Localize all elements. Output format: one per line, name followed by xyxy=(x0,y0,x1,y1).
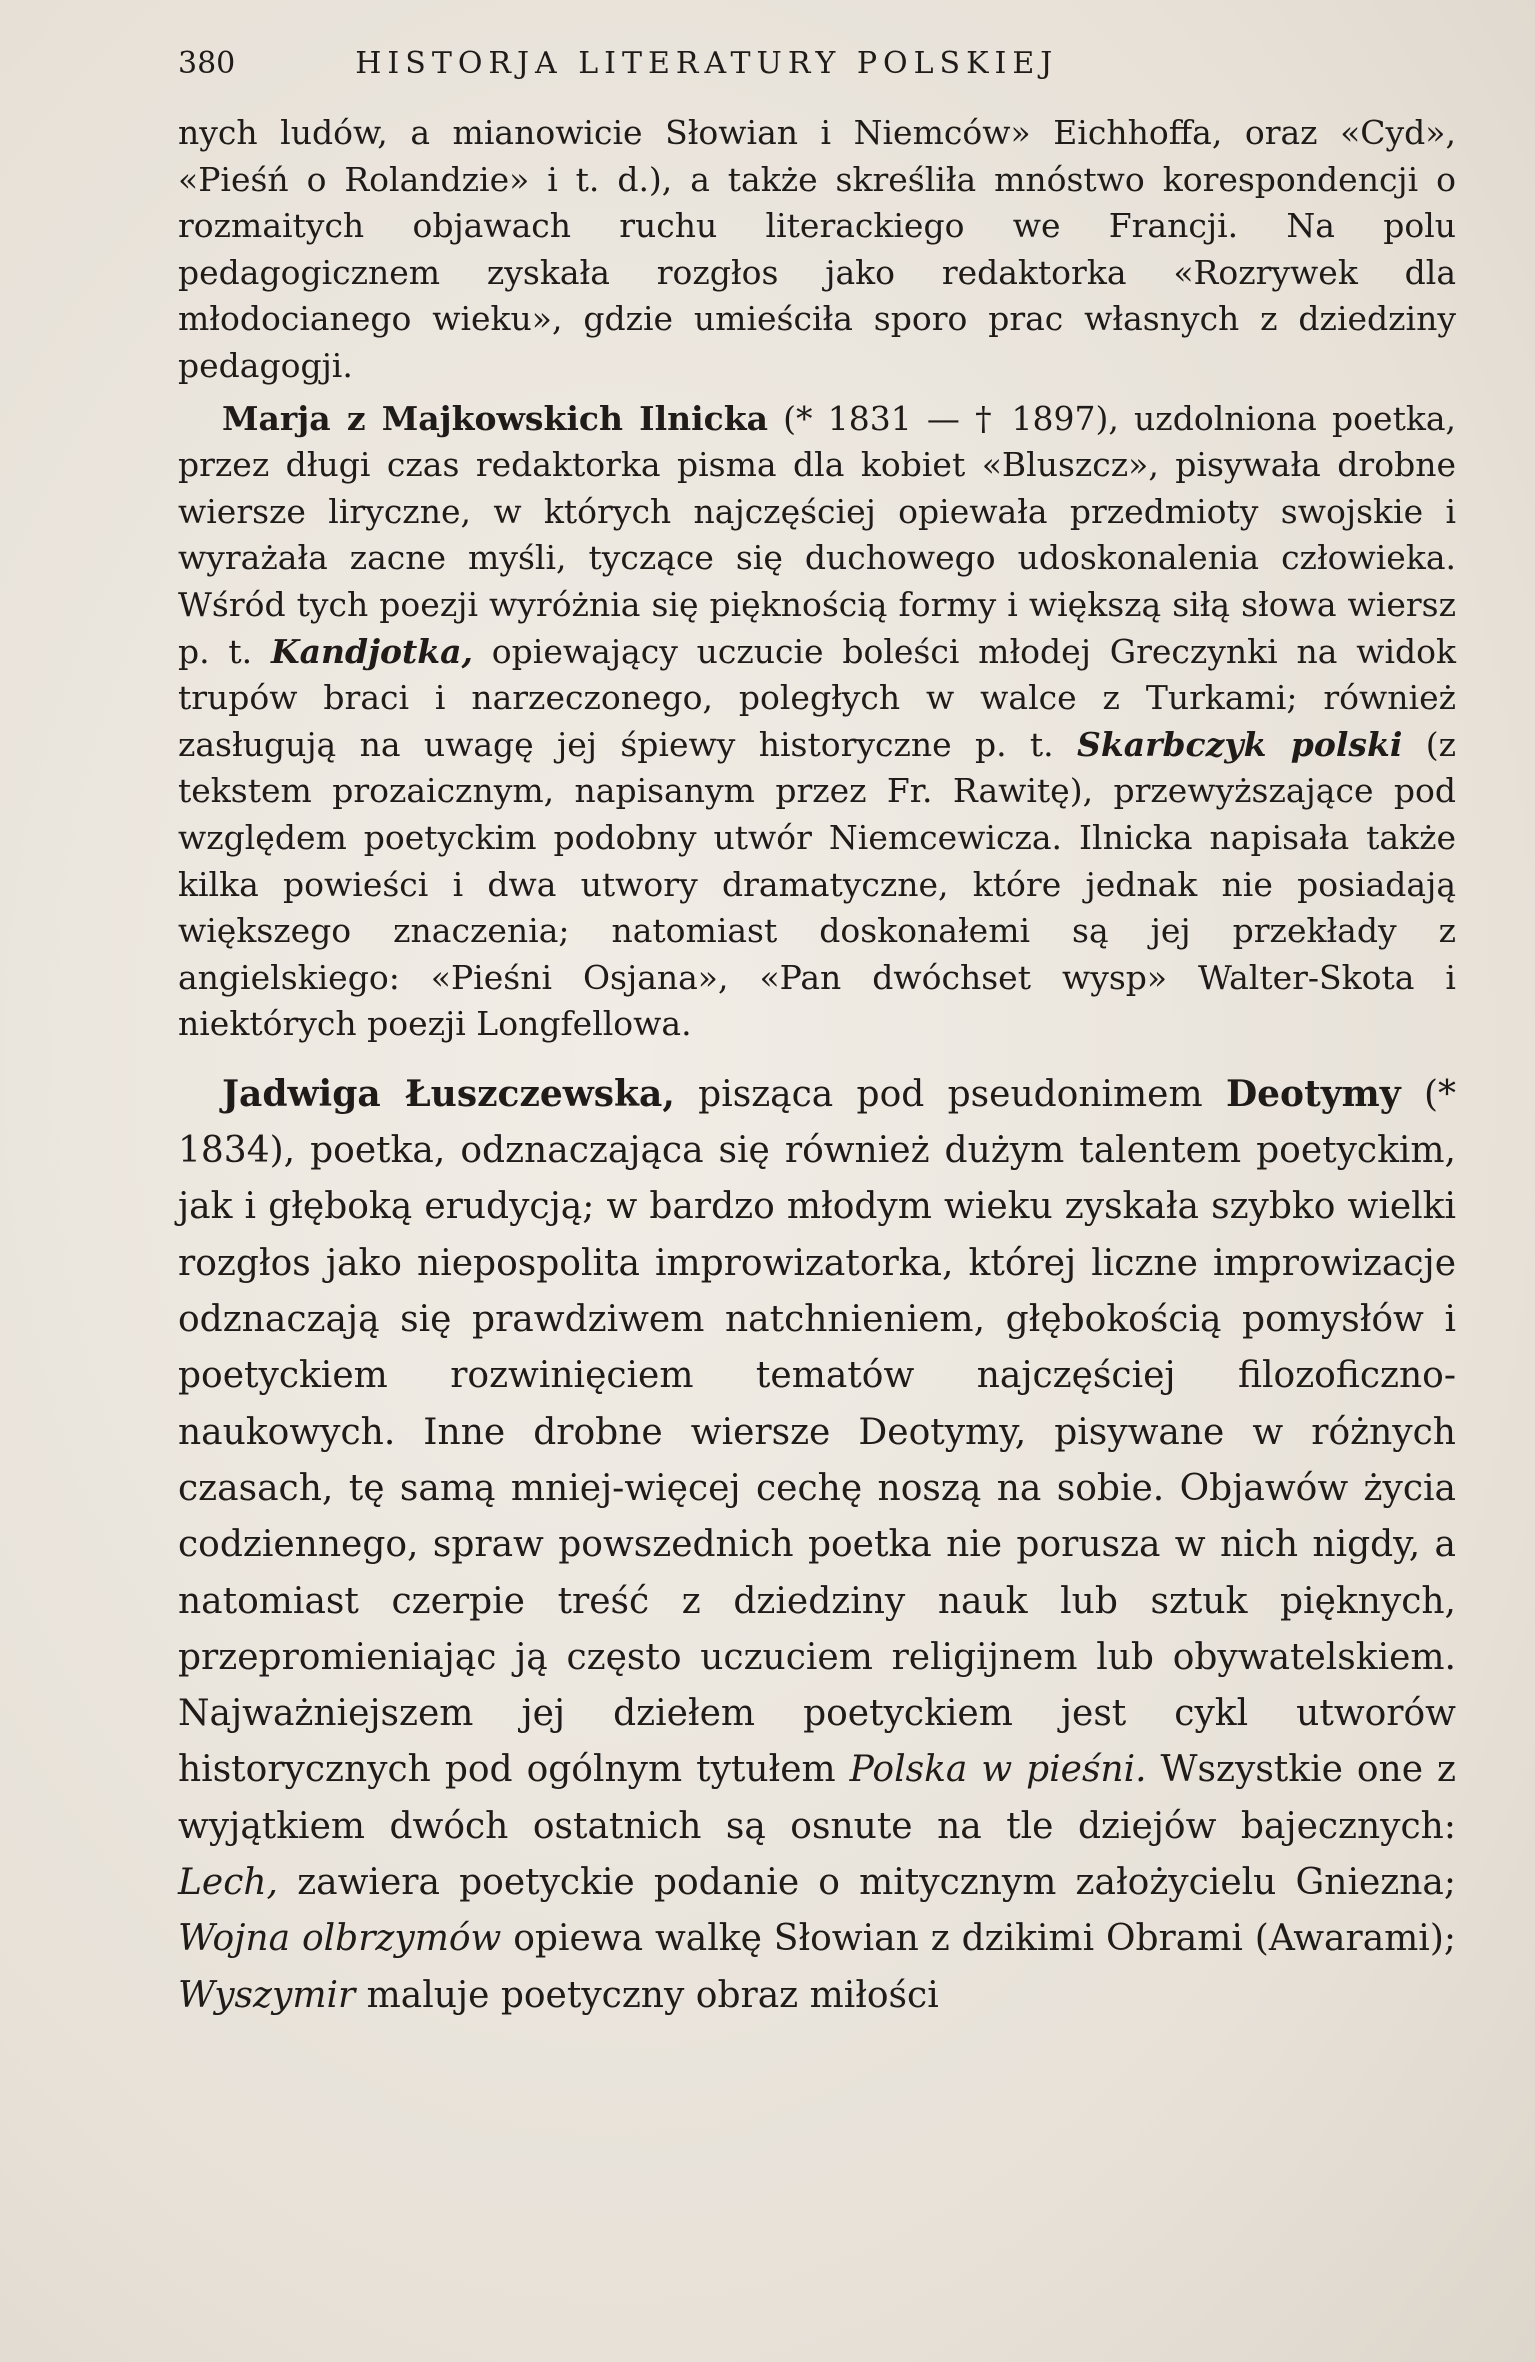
text-segment: opiewający uczucie boleści młodej Greczynki na widok trupów braci i narzeczonego, poległych w walce z Turkami; również zasługują na uwagę jej śpiewy historyczne p. t. xyxy=(178,631,1456,764)
running-title: HISTORJA LITERATURY POLSKIEJ xyxy=(355,46,1059,81)
text-segment: pisząca pod pseudonimem xyxy=(674,1073,1226,1115)
work-title-skarbczyk: Skarbczyk polski xyxy=(1077,724,1403,764)
author-name-luszczewska: Jadwiga Łuszczewska, xyxy=(222,1072,675,1115)
author-name-ilnicka: Marja z Majkowskich Ilnicka xyxy=(222,398,768,438)
text-segment: opiewa walkę Słowian z dzikimi Obrami (Awarami); xyxy=(501,1918,1456,1960)
work-title-polska-w-piesni: Polska w pieśni. xyxy=(849,1749,1147,1791)
paragraph-continuation: nych ludów, a mianowicie Słowian i Niemców» Eichhoffa, oraz «Cyd», «Pieśń o Rolandzie» i t. d.), a także skreśliła mnóstwo korespondencji o rozmaitych objawach ruchu literackiego we Francji. Na polu pedagogicznem zyskała rozgłos jako redaktorka «Rozrywek dla młodocianego wieku», gdzie umieściła sporo prac własnych z dziedziny pedagogji. xyxy=(178,113,1456,385)
text-segment: maluje poetyczny obraz miłości xyxy=(355,1974,939,2016)
pseudonym-deotyma: Deotymy xyxy=(1225,1072,1401,1115)
work-title-wyszymir: Wyszymir xyxy=(178,1974,356,2016)
paragraph-ilnicka xyxy=(178,396,1456,1048)
body-text xyxy=(178,110,1456,2024)
running-header xyxy=(178,46,1468,81)
text-segment: zawiera poetyckie podanie o mitycznym założycielu Gniezna; xyxy=(278,1862,1456,1904)
text-segment: (z tekstem prozaicznym, napisanym przez Fr. Rawitę), przewyższające pod względem poetyckim podobny utwór Niemcewicza. Ilnicka napisała także kilka powieści i dwa utwory dramatyczne, które jednak nie posiadają większego znaczenia; natomiast doskonałemi są jej przekłady z angielskiego: «Pieśni Osjana», «Pan dwóchset wysp» Walter-Skota i niektórych poezji Longfellowa. xyxy=(178,724,1456,1044)
work-title-lech: Lech, xyxy=(178,1862,279,1904)
page-number: 380 xyxy=(178,46,236,81)
work-title-wojna-olbrzymow: Wojna olbrzymów xyxy=(178,1918,502,1960)
work-title-kandjotka: Kandjotka, xyxy=(270,631,474,671)
text-segment: (* 1831 — † 1897), uzdolniona poetka, przez długi czas redaktorka pisma dla kobiet «Bluszcz», pisywała drobne wiersze liryczne, w których najczęściej opiewała przedmioty swojskie i wyrażała zacne myśli, tyczące się duchowego udoskonalenia człowieka. Wśród tych poezji wyróżnia się pięknością formy i większą siłą słowa wiersz p. t. xyxy=(178,398,1456,671)
text-segment: (* 1834), poetka, odznaczająca się również dużym talentem poetyckim, jak i głęboką erudycją; w bardzo młodym wieku zyskała szybko wielki rozgłos jako niepospolita improwizatorka, której liczne improwizacje odznaczają się prawdziwem natchnieniem, głębokością pomysłów i poetyckiem rozwinięciem tematów najczęściej filozoficzno-naukowych. Inne drobne wiersze Deotymy, pisywane w różnych czasach, tę samą mniej-więcej cechę noszą na sobie. Objawów życia codziennego, spraw powszednich poetka nie porusza w nich nigdy, a natomiast czerpie treść z dziedziny nauk lub sztuk pięknych, przepromieniając ją często uczuciem religijnem lub obywatelskiem. Najważniejszem jej dziełem poetyckiem jest cykl utworów historycznych pod ogólnym tytułem xyxy=(178,1073,1456,1791)
paragraph-luszczewska xyxy=(178,1066,1456,2024)
text-segment: Wszystkie one z wyjątkiem dwóch ostatnich są osnute na tle dziejów bajecznych: xyxy=(178,1749,1456,1847)
